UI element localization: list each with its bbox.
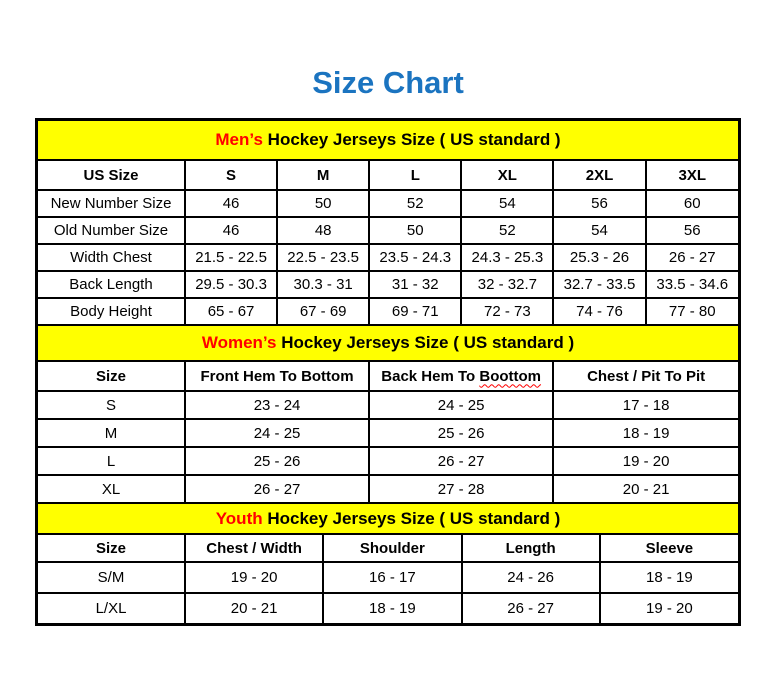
youth-band-text: Hockey Jerseys Size ( US standard ) <box>262 508 561 528</box>
size-cell: 32 - 32.7 <box>461 271 553 298</box>
mens-section-band <box>38 121 738 161</box>
size-cell: 19 - 20 <box>185 562 323 593</box>
size-cell: 29.5 - 30.3 <box>185 271 277 298</box>
table-row <box>38 244 738 271</box>
size-cell: 20 - 21 <box>185 593 323 623</box>
table-row <box>38 562 738 593</box>
size-cell: 31 - 32 <box>369 271 461 298</box>
page-title: Size Chart <box>312 65 464 100</box>
size-cell: 26 - 27 <box>185 475 369 502</box>
table-row <box>38 298 738 324</box>
size-cell: 54 <box>461 190 553 217</box>
size-cell: 24 - 25 <box>369 391 553 419</box>
size-cell: 20 - 21 <box>553 475 738 502</box>
youth-header-row <box>38 535 738 562</box>
size-cell: 74 - 76 <box>553 298 645 324</box>
womens-band-highlight: Women’s <box>201 333 277 352</box>
size-cell: 72 - 73 <box>461 298 553 324</box>
womens-header-row <box>38 362 738 391</box>
size-cell: 65 - 67 <box>185 298 277 324</box>
size-cell: 17 - 18 <box>553 391 738 419</box>
row-label: Width Chest <box>38 244 185 271</box>
row-label: L/XL <box>38 593 185 623</box>
size-cell: 26 - 27 <box>369 447 553 475</box>
column-header: Shoulder <box>323 535 461 562</box>
row-label: New Number Size <box>38 190 185 217</box>
table-row <box>38 391 738 419</box>
column-header: L <box>369 161 461 190</box>
youth-size-table <box>38 535 738 623</box>
womens-band-text: Hockey Jerseys Size ( US standard ) <box>276 333 575 352</box>
size-cell: 56 <box>553 190 645 217</box>
size-cell: 27 - 28 <box>369 475 553 502</box>
row-label: Back Length <box>38 271 185 298</box>
column-header: Sleeve <box>600 535 738 562</box>
column-header: Chest / Pit To Pit <box>553 362 738 391</box>
womens-section-band <box>38 324 738 362</box>
table-row <box>38 190 738 217</box>
column-header: Size <box>38 535 185 562</box>
mens-header-row <box>38 161 738 190</box>
youth-band-highlight: Youth <box>215 508 263 528</box>
column-header <box>369 362 553 391</box>
size-cell: 50 <box>277 190 369 217</box>
size-cell: 30.3 - 31 <box>277 271 369 298</box>
column-header: Size <box>38 362 185 391</box>
mens-size-table <box>38 161 738 324</box>
column-header: XL <box>461 161 553 190</box>
size-cell: 22.5 - 23.5 <box>277 244 369 271</box>
size-cell: 50 <box>369 217 461 244</box>
column-header: Chest / Width <box>185 535 323 562</box>
table-row <box>38 447 738 475</box>
row-label: Body Height <box>38 298 185 324</box>
row-label: S <box>38 391 185 419</box>
size-cell: 24.3 - 25.3 <box>461 244 553 271</box>
misspelled-word: Boottom <box>479 367 542 385</box>
size-cell: 19 - 20 <box>600 593 738 623</box>
youth-section-band <box>38 502 738 535</box>
table-row <box>38 419 738 447</box>
size-cell: 26 - 27 <box>646 244 738 271</box>
size-cell: 23.5 - 24.3 <box>369 244 461 271</box>
size-cell: 67 - 69 <box>277 298 369 324</box>
size-cell: 48 <box>277 217 369 244</box>
table-row <box>38 475 738 502</box>
column-header: S <box>185 161 277 190</box>
column-header: Front Hem To Bottom <box>185 362 369 391</box>
size-cell: 25 - 26 <box>185 447 369 475</box>
size-chart <box>35 118 741 626</box>
column-header: M <box>277 161 369 190</box>
size-cell: 26 - 27 <box>462 593 600 623</box>
size-cell: 46 <box>185 190 277 217</box>
womens-size-table <box>38 362 738 502</box>
row-label: XL <box>38 475 185 502</box>
size-cell: 60 <box>646 190 738 217</box>
column-header: 2XL <box>553 161 645 190</box>
column-header: US Size <box>38 161 185 190</box>
size-cell: 18 - 19 <box>553 419 738 447</box>
mens-band-text: Hockey Jerseys Size ( US standard ) <box>262 130 561 149</box>
row-label: S/M <box>38 562 185 593</box>
table-row <box>38 217 738 244</box>
column-header: Length <box>462 535 600 562</box>
row-label: Old Number Size <box>38 217 185 244</box>
size-cell: 56 <box>646 217 738 244</box>
size-cell: 25 - 26 <box>369 419 553 447</box>
size-cell: 69 - 71 <box>369 298 461 324</box>
table-row <box>38 593 738 623</box>
column-header-text: Back Hem To <box>381 367 480 385</box>
size-cell: 54 <box>553 217 645 244</box>
table-row <box>38 271 738 298</box>
size-cell: 24 - 26 <box>462 562 600 593</box>
size-cell: 24 - 25 <box>185 419 369 447</box>
size-cell: 25.3 - 26 <box>553 244 645 271</box>
size-cell: 18 - 19 <box>600 562 738 593</box>
size-cell: 18 - 19 <box>323 593 461 623</box>
column-header: 3XL <box>646 161 738 190</box>
row-label: L <box>38 447 185 475</box>
size-cell: 32.7 - 33.5 <box>553 271 645 298</box>
size-cell: 16 - 17 <box>323 562 461 593</box>
row-label: M <box>38 419 185 447</box>
size-cell: 46 <box>185 217 277 244</box>
size-cell: 23 - 24 <box>185 391 369 419</box>
mens-band-highlight: Men’s <box>215 130 263 149</box>
size-cell: 77 - 80 <box>646 298 738 324</box>
size-cell: 33.5 - 34.6 <box>646 271 738 298</box>
size-cell: 21.5 - 22.5 <box>185 244 277 271</box>
size-cell: 19 - 20 <box>553 447 738 475</box>
size-cell: 52 <box>461 217 553 244</box>
size-cell: 52 <box>369 190 461 217</box>
